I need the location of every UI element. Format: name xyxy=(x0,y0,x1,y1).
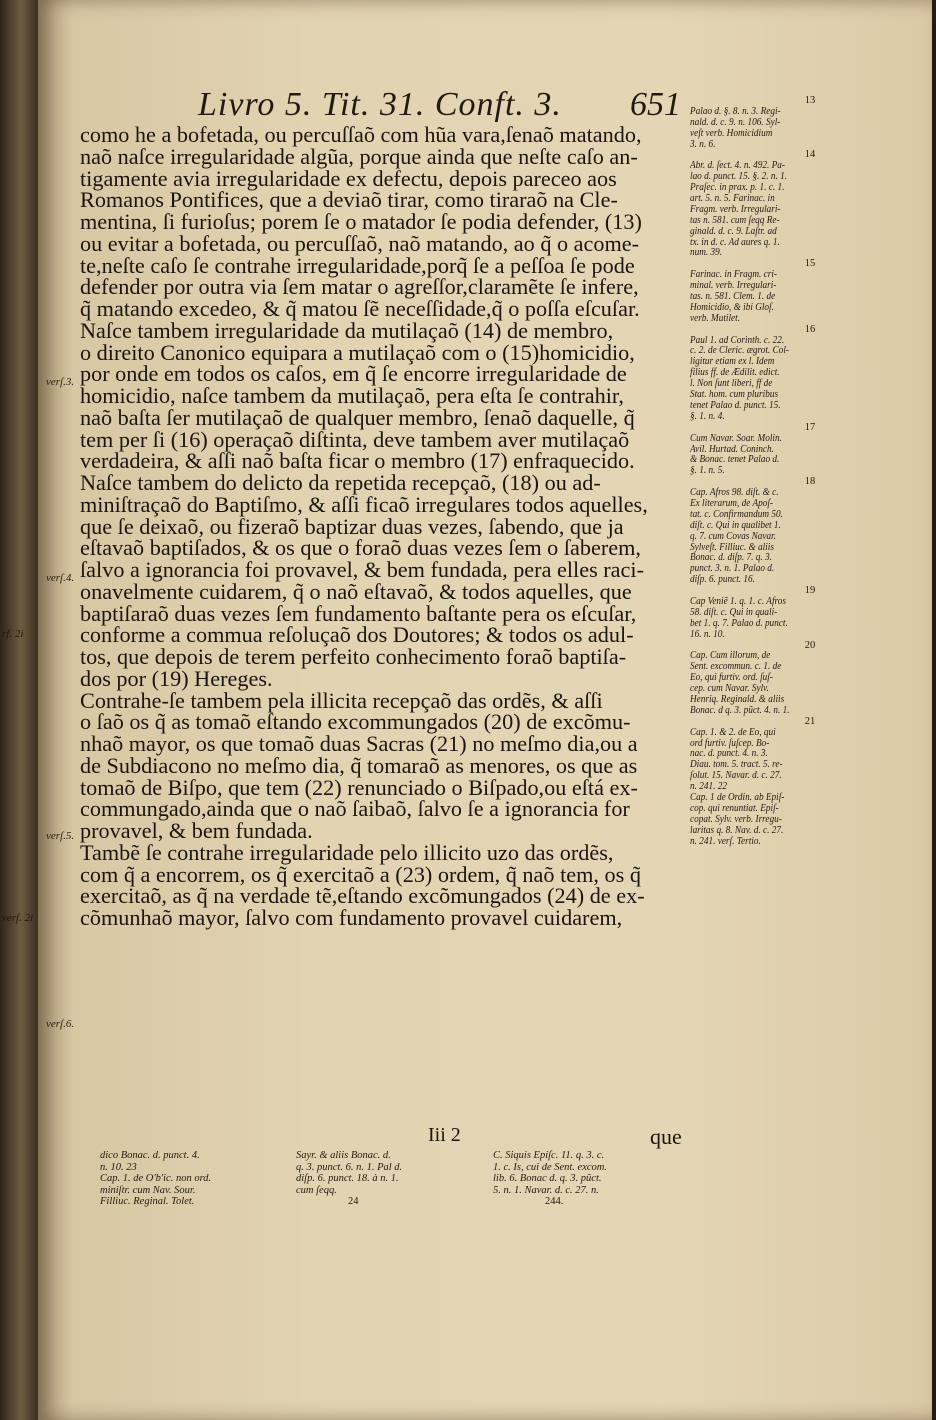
note-line: tenet Palao d. punct. 15. xyxy=(690,399,781,411)
note-line: Diau. tom. 5. tract. 5. re- xyxy=(690,759,783,771)
note-line: Eo, qui furtiv. ord. ſuſ- xyxy=(690,672,773,684)
note-line: Fragm. verb. Irregulari- xyxy=(690,203,781,215)
note-line: Praſec. in prax. p. 1. c. 1. xyxy=(690,182,785,194)
note-line: Abr. d. ſect. 4. n. 492. Pa- xyxy=(690,160,785,172)
text-line: que ſe deixaõ, ou fizeraõ baptizar duas vezes, ſabendo, que ja xyxy=(80,513,624,539)
text-line: eſtavaõ baptiſados, & os que o foraõ duas vezes ſem o ſaberem, xyxy=(80,535,641,561)
note-line: Ex literarum, de Apoſ- xyxy=(690,497,773,509)
note-line: Sent. excommun. c. 1. de xyxy=(690,661,782,673)
text-line: tos, que depois de terem perfeito conhecimento foraõ baptiſa- xyxy=(80,644,627,669)
footnote-column xyxy=(100,1150,211,1208)
note-line: tx. in d. c. Ad aures q. 1. xyxy=(690,236,780,248)
footnote-line: Filliuc. Reginal. Tolet. xyxy=(100,1196,195,1207)
text-line: Romanos Pontifices, que a deviaõ tirar, como tiraraõ na Cle- xyxy=(80,187,618,213)
text-line: tomaõ de Biſpo, que tem (22) renunciado o Biſpado,ou eſtá ex- xyxy=(80,774,638,800)
text-line: ſalvo a ignorancia foi provavel, & bem fundada, pera elles raci- xyxy=(80,557,644,582)
note-line: & Bonac. tenet Palao d. xyxy=(690,454,780,466)
text-line: verdadeira, & aſſi naõ baſta ficar o membro (17) enfraquecido. xyxy=(80,448,635,474)
note-line: Paul 1. ad Corinth. c. 22. xyxy=(690,334,785,346)
catchword: que xyxy=(650,1124,682,1149)
note-line: Cap. Cum illorum, de xyxy=(690,650,771,662)
footnote-line: q. 3. punct. 6. n. 1. Pal d. xyxy=(296,1161,403,1173)
marginal-notes xyxy=(690,96,890,847)
note-number: 18 xyxy=(804,476,816,488)
note-line: q. 7. cum Covas Navar. xyxy=(690,530,776,542)
text-line: Naſce tambem irregularidade da mutilaçaõ (14) de membro, xyxy=(80,317,614,343)
note-line: §. 1. n. 5. xyxy=(690,465,725,477)
footnote-line: 24 xyxy=(348,1196,359,1207)
text-line: conforme a commua reſoluçaõ dos Doutores; & todos os adul- xyxy=(80,622,634,648)
note-line: Cap. 1. & 2. de Eo, qui xyxy=(690,726,776,738)
note-line: nald. d. c. 9. n. 106. Syl- xyxy=(690,116,781,128)
note-line: Homicidio, & ibi Gloſ. xyxy=(690,301,774,313)
note-line: cep. cum Navar. Sylv. xyxy=(690,683,769,695)
text-line: homicidio, naſce tambem da mutilaçaõ, pera eſta ſe contrahir, xyxy=(80,383,624,408)
footnote-line: miniſtr. cum Nav. Sour. xyxy=(100,1184,196,1196)
text-line: tigamente avia irregularidade ex defectu, depois pareceo aos xyxy=(80,165,617,191)
note-line: nac. d. punct. 4. n. 3. xyxy=(690,748,768,760)
text-line: Contrahe-ſe tambem pela illicita recepçaõ das ordẽs, & aſſi xyxy=(80,687,603,713)
text-line: Naſce tambem do delicto da repetida recepçaõ, (18) ou ad- xyxy=(80,470,601,495)
text-line: provavel, & bem fundada. xyxy=(80,818,313,843)
text-line: como he a bofetada, ou percuſſaõ com hũa vara,ſenaõ matando, xyxy=(80,122,642,147)
note-line: §. 1. n. 4. xyxy=(690,410,725,422)
note-line: Palao d. §. 8. n. 3. Regi- xyxy=(690,105,781,117)
note-line: filius ff. de Ædilit. edict. xyxy=(690,367,780,379)
note-line: diſt. c. Qui in qualibet 1. xyxy=(690,519,781,531)
text-line: ou evitar a bofetada, ou percuſſaõ, naõ matando, ao q̃ o acome- xyxy=(80,230,640,256)
note-line: n. 241. verſ. Tertio. xyxy=(690,835,761,847)
note-line: Cum Navar. Soar. Molin. xyxy=(690,432,782,444)
text-line: q̃ matando excedeo, & q̃ matou ſẽ neceſſidade,q̃ o poſſa eſcuſar. xyxy=(80,296,640,321)
previous-page-edge xyxy=(0,0,38,1420)
note-line: Sylveſt. Filliuc. & aliis xyxy=(690,541,774,553)
text-line: baptiſaraõ duas vezes ſem fundamento baſtante pera os eſcuſar, xyxy=(80,600,637,626)
footnote-line: diſp. 6. punct. 18. à n. 1. xyxy=(296,1173,399,1184)
footnote-line: 5. n. 1. Navar. d. c. 27. n. xyxy=(493,1184,599,1196)
footnote-line: C. Siquis Epiſc. 11. q. 3. c. xyxy=(493,1150,605,1161)
page-number: 651 xyxy=(630,86,681,123)
note-line: Farinac. in Fragm. cri- xyxy=(690,269,778,281)
note-line: Bonac. d q. 3. pũct. 4. n. 1. xyxy=(690,704,790,716)
note-line: laritas q. 8. Nav. d. c. 27. xyxy=(690,824,784,836)
note-number: 15 xyxy=(804,258,816,270)
text-line: de Subdiacono no meſmo dia, q̃ tomaraõ as menores, os que as xyxy=(80,752,638,778)
text-line: o direito Canonico equipara a mutilaçaõ com o (15)homicidio, xyxy=(80,339,635,365)
note-number: 21 xyxy=(804,715,816,727)
footnote-line: cum ſeqq. xyxy=(296,1184,337,1196)
footnote-column xyxy=(493,1150,607,1208)
note-number: 16 xyxy=(804,323,816,335)
note-line: Cap Veniẽ 1. q. 1. c. Afros xyxy=(690,595,786,607)
footnote-line: dico Bonac. d. punct. 4. xyxy=(100,1150,200,1161)
note-line: art. 5. n. 5. Farinac. in xyxy=(690,193,775,205)
note-number: 14 xyxy=(804,149,816,161)
verse-mark: verſ.5. xyxy=(46,830,75,842)
note-line: verb. Mutilet. xyxy=(690,312,741,324)
text-line: dos por (19) Hereges. xyxy=(80,665,273,691)
verse-mark: verſ.6. xyxy=(46,1018,75,1030)
text-line: nhaõ mayor, os que tomaõ duas Sacras (21) no meſmo dia,ou a xyxy=(80,731,638,756)
note-line: Cap. 1 de Ordin. ab Epiſ- xyxy=(690,792,785,803)
main-text xyxy=(80,124,730,929)
text-line: onavelmente cuidarem, q̃ o naõ eſtavaõ, & todos aquelles, que xyxy=(80,578,632,604)
note-line: 16. n. 10. xyxy=(690,628,725,640)
note-line: n. 241. 22 xyxy=(690,781,727,793)
note-line: veſt verb. Homicidium xyxy=(690,127,773,139)
note-line: Cap. Afros 98. diſt. & c. xyxy=(690,487,779,499)
note-line: Avil. Hurtad. Coninch. xyxy=(690,443,774,455)
note-line: copat. Sylv. verb. Irregu- xyxy=(690,813,782,825)
note-line: minal. verb. Irregulari- xyxy=(690,280,777,292)
text-line: Tambẽ ſe contrahe irregularidade pelo illicito uzo das ordẽs, xyxy=(80,839,614,865)
note-line: Stat. hom. cum pluribus xyxy=(690,389,779,401)
footnote-column xyxy=(296,1150,402,1208)
running-title: Livro 5. Tit. 31. Conft. 3. xyxy=(198,86,562,123)
note-line: ligitur etiam ex l. Idem xyxy=(690,356,775,368)
note-line: cop. qui renuntiat. Epiſ- xyxy=(690,802,779,814)
text-line: naõ baſta ſer mutilaçaõ de qualquer membro, ſenaõ daquelle, q̃ xyxy=(80,404,635,430)
note-line: ginald. d. c. 9. Laſtr. ad xyxy=(690,225,777,237)
verse-mark: verſ.3. xyxy=(46,376,75,388)
footnote-line: n. 10. 23 xyxy=(100,1161,137,1173)
text-line: naõ naſce irregularidade algũa, porque ainda que neſte caſo an- xyxy=(80,143,638,169)
text-line: defender por outra via ſem matar o agreſſor,claramẽte ſe infere, xyxy=(80,274,639,300)
footnote-line: Sayr. & aliis Bonac. d. xyxy=(296,1150,391,1161)
text-line: com q̃ a encorrem, os q̃ exercitaõ a (23) ordem, q̃ naõ tem, os q̃ xyxy=(80,861,641,887)
text-line: commungado,ainda que o naõ ſaibaõ, ſalvo ſe a ignorancia for xyxy=(80,796,630,822)
note-line: Henriq. Reginald. & aliis xyxy=(690,693,785,705)
text-line: miniſtraçaõ do Baptiſmo, & aſſi ficaõ irregulares todos aquelles, xyxy=(80,491,648,517)
text-line: te,neſte caſo ſe contrahe irregularidade,porq̃ ſe a peſſoa ſe pode xyxy=(80,252,635,278)
page-header xyxy=(198,86,681,126)
note-number: 20 xyxy=(804,639,816,651)
note-number: 17 xyxy=(804,421,816,433)
footnote-line: lib. 6. Bonac d. q. 3. pũct. xyxy=(493,1173,602,1184)
signature-mark: Iii 2 xyxy=(428,1124,461,1146)
note-line: 3. n. 6. xyxy=(690,138,716,150)
note-line: 58. diſt. c. Qui in quali- xyxy=(690,606,778,618)
note-line: punct. 3. n. 1. Palao d. xyxy=(690,563,775,575)
footnote-line: 1. c. Is, cui de Sent. excom. xyxy=(493,1161,607,1173)
text-line: tem per ſi (16) operaçaõ diſtinta, deve tambem aver mutilaçaõ xyxy=(80,426,630,452)
text-line: o ſaõ os q̃ as tomaõ eſtando excommungados (20) de excõmu- xyxy=(80,709,631,735)
note-number: 19 xyxy=(804,585,816,597)
note-line: lao d. punct. 15. §. 2. n. 1. xyxy=(690,171,788,183)
note-line: diſp. 6. punct. 16. xyxy=(690,574,755,586)
footnote-line: 244. xyxy=(545,1196,564,1207)
note-number: 13 xyxy=(804,95,816,106)
note-line: tat. c. Confirmandum 50. xyxy=(690,508,783,520)
footnote-line: Cap. 1. de O'b'ic. non ord. xyxy=(100,1173,212,1184)
note-line: num. 39. xyxy=(690,247,723,259)
text-line: por onde em todos os caſos, em q̃ ſe encorre irregularidade de xyxy=(80,361,627,387)
note-line: l. Non ſunt liberi, ff de xyxy=(690,378,773,390)
note-line: Bonac. d. diſp. 7. q. 3. xyxy=(690,552,772,564)
book-page xyxy=(38,0,932,1420)
previous-page-mark: verf. 2i xyxy=(2,912,34,924)
note-line: ord furtiv. ſuſcep. Bo- xyxy=(690,737,770,749)
text-line: cõmunhaõ mayor, ſalvo com fundamento provavel cuidarem, xyxy=(80,905,623,930)
note-line: ſolut. 15. Navar. d. c. 27. xyxy=(690,770,782,782)
note-line: tas. n. 581. Clem. 1. de xyxy=(690,291,776,303)
previous-page-mark: rf. 2i xyxy=(2,628,24,640)
note-line: c. 2. de Cleric. ægrot. Col- xyxy=(690,345,789,357)
note-line: bet 1. q. 7. Palao d. punct. xyxy=(690,617,788,629)
text-line: exercitaõ, as q̃ na verdade tẽ,eſtando excõmungados (24) de ex- xyxy=(80,883,645,909)
text-line: mentina, ſi furioſus; porem ſe o matador ſe podia defender, (13) xyxy=(80,209,642,234)
note-line: tas n. 581. cum ſeqq Re- xyxy=(690,214,780,226)
verse-mark: verſ.4. xyxy=(46,572,75,584)
